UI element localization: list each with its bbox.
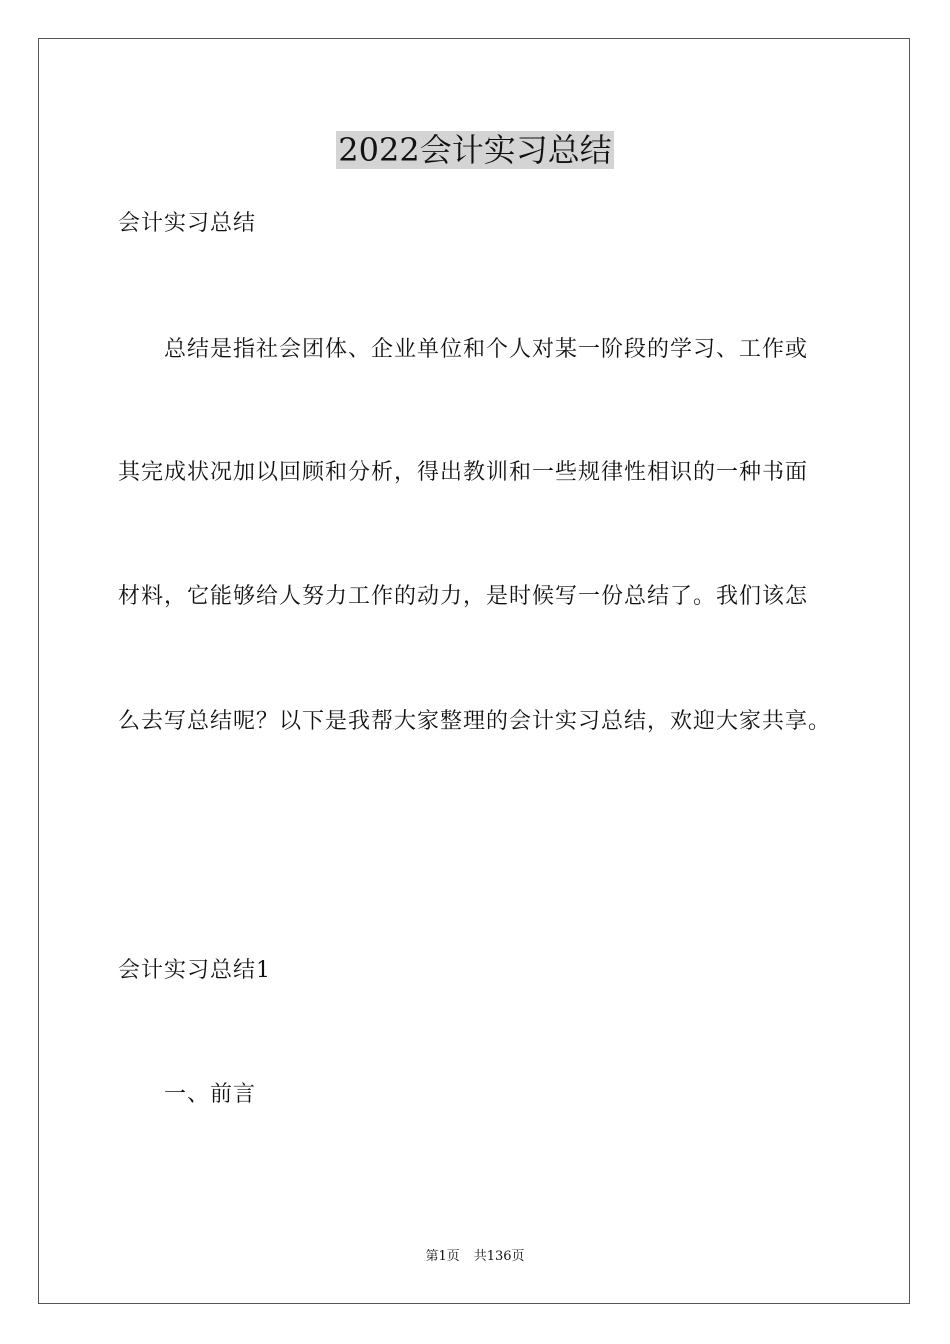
subsection-heading: 一、前言 — [164, 1082, 257, 1107]
page-total: 共136页 — [473, 1249, 525, 1264]
section-heading: 会计实习总结1 — [118, 958, 271, 983]
document-subtitle: 会计实习总结 — [118, 211, 257, 236]
page-footer — [0, 1248, 950, 1266]
intro-line-4: 么去写总结呢？以下是我帮大家整理的会计实习总结，欢迎大家共享。 — [118, 709, 832, 734]
page-number: 第1页 — [425, 1249, 460, 1264]
document-title-text: 2022会计实习总结 — [338, 131, 612, 169]
intro-line-2: 其完成状况加以回顾和分析，得出教训和一些规律性相识的一种书面 — [118, 460, 809, 485]
document-title — [0, 128, 950, 172]
intro-line-1: 总结是指社会团体、企业单位和个人对某一阶段的学习、工作或 — [164, 337, 809, 362]
intro-line-3: 材料，它能够给人努力工作的动力，是时候写一份总结了。我们该怎 — [118, 584, 809, 609]
